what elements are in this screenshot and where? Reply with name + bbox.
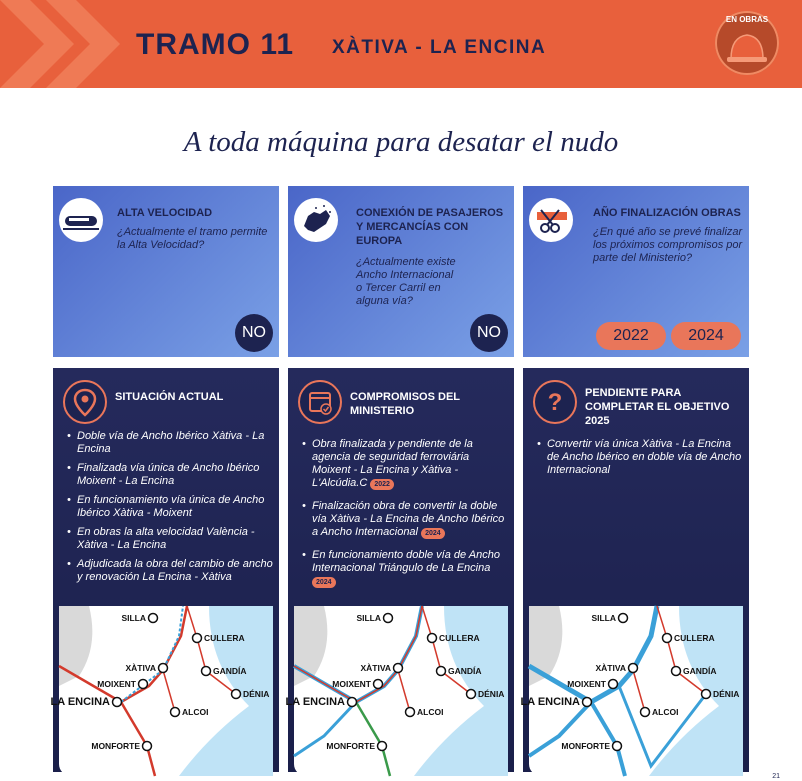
location-pin-icon [63, 380, 107, 424]
station-marker [143, 742, 152, 751]
pending-list [537, 438, 743, 483]
station-label: DÉNIA [713, 689, 740, 699]
station-label: SILLA [591, 613, 616, 623]
station-marker [378, 742, 387, 751]
station-marker [619, 614, 628, 623]
station-marker [437, 667, 446, 676]
page-title: A toda máquina para desatar el nudo [183, 126, 619, 158]
station-label: MOIXENT [97, 679, 136, 689]
year-tag: 2022 [370, 479, 394, 490]
station-marker [193, 634, 202, 643]
station-marker [672, 667, 681, 676]
list-item-text: Finalización obra de convertir la doble vía Xàtiva - La Encina de Ancho Ibérico a Ancho Internacional [312, 500, 505, 538]
station-label: MONFORTE [91, 741, 140, 751]
route-name: XÀTIVA - LA ENCINA [332, 37, 547, 58]
station-marker [702, 690, 711, 699]
station-label: XÀTIVA [125, 663, 156, 673]
station-label: SILLA [356, 613, 381, 623]
card-heading: CONEXIÓN DE PASAJEROS Y MERCANCÍAS CON EUROPA [356, 207, 504, 247]
list-item [302, 549, 508, 588]
calendar-check-icon [298, 380, 342, 424]
station-label: DÉNIA [243, 689, 270, 699]
list-item: • Adjudicada la obra del cambio de ancho y renovación La Encina - Xàtiva [67, 558, 273, 584]
year-badge-2022: 2022 [596, 322, 666, 350]
station-label: MONFORTE [561, 741, 610, 751]
card-question: ¿Actualmente el tramo permite la Alta Velocidad? [117, 226, 268, 251]
station-label: LA ENCINA [520, 696, 580, 708]
list-item: • Finalizada vía única de Ancho Ibérico Moixent - La Encina [67, 462, 273, 488]
status-badge-label: EN OBRAS [725, 15, 769, 24]
station-marker [159, 664, 168, 673]
station-marker [139, 680, 148, 689]
station-marker [663, 634, 672, 643]
year-tag: 2024 [421, 528, 445, 539]
commitments-list [302, 438, 508, 594]
station-label: MOIXENT [332, 679, 371, 689]
list-item [302, 438, 508, 490]
station-label: CULLERA [674, 633, 715, 643]
svg-text:?: ? [547, 389, 563, 416]
station-marker [232, 690, 241, 699]
tramo-number: TRAMO 11 [136, 28, 295, 61]
station-marker [641, 708, 650, 717]
list-item: • Convertir vía única Xàtiva - La Encina de Ancho Ibérico en doble vía de Ancho Internacional [537, 438, 743, 477]
panel-situacion-actual [50, 368, 279, 772]
panel-heading: SITUACIÓN ACTUAL [115, 391, 224, 403]
station-marker [113, 698, 122, 707]
answer-badge: NO [235, 314, 273, 352]
station-marker [394, 664, 403, 673]
card-heading: ALTA VELOCIDAD [117, 207, 213, 219]
station-marker [428, 634, 437, 643]
station-label: GANDÍA [213, 666, 247, 676]
year-badge-2024: 2024 [671, 322, 741, 350]
list-item-text: En funcionamiento doble vía de Ancho Internacional Triángulo de La Encina [312, 549, 500, 574]
card-question: ¿En qué año se prevé finalizar los próximos compromisos por parte del Ministerio? [593, 226, 743, 264]
station-label: CULLERA [439, 633, 480, 643]
station-label: CULLERA [204, 633, 245, 643]
status-list [67, 430, 273, 590]
card-question: ¿Actualmente existe Ancho Internacional o Tercer Carril en alguna vía? [356, 256, 456, 307]
rail-map-current [50, 606, 273, 776]
page-number: 21 [772, 773, 780, 780]
station-label: ALCOI [652, 707, 679, 717]
station-label: XÀTIVA [595, 663, 626, 673]
question-mark-icon [533, 380, 577, 424]
list-item [302, 500, 508, 539]
ribbon-scissors-icon [529, 198, 573, 242]
station-label: LA ENCINA [50, 696, 110, 708]
station-label: GANDÍA [448, 666, 482, 676]
list-item: • En obras la alta velocidad València - Xàtiva - La Encina [67, 526, 273, 552]
station-label: GANDÍA [683, 666, 717, 676]
card-conexion-europa [288, 186, 514, 357]
station-label: MONFORTE [326, 741, 375, 751]
station-label: ALCOI [417, 707, 444, 717]
station-marker [613, 742, 622, 751]
list-item: • Doble vía de Ancho Ibérico Xàtiva - La Encina [67, 430, 273, 456]
panel-heading: PENDIENTE PARA COMPLETAR EL OBJETIVO 2025 [585, 387, 730, 427]
list-item: • En funcionamiento vía única de Ancho Ibérico Xàtiva - Moixent [67, 494, 273, 520]
year-tag: 2024 [312, 577, 336, 588]
station-label: DÉNIA [478, 689, 505, 699]
station-marker [348, 698, 357, 707]
station-label: SILLA [121, 613, 146, 623]
europe-map-icon [294, 198, 338, 242]
list-item-text: Obra finalizada y pendiente de la agencia de seguridad ferroviária Moixent - La Encina y Xàtiva - L'Alcúdia.C [312, 438, 473, 489]
station-label: LA ENCINA [285, 696, 345, 708]
station-marker [467, 690, 476, 699]
station-marker [374, 680, 383, 689]
rail-map-pending [520, 606, 743, 776]
station-marker [406, 708, 415, 717]
train-icon [59, 198, 103, 242]
header-bar [0, 0, 802, 88]
panel-pendiente-objetivo [520, 368, 749, 772]
status-badge [715, 11, 779, 75]
station-label: MOIXENT [567, 679, 606, 689]
station-marker [202, 667, 211, 676]
card-heading: AÑO FINALIZACIÓN OBRAS [593, 207, 741, 219]
answer-badge: NO [470, 314, 508, 352]
station-marker [149, 614, 158, 623]
station-marker [629, 664, 638, 673]
station-marker [171, 708, 180, 717]
card-finalizacion-obras [523, 186, 749, 357]
station-marker [583, 698, 592, 707]
station-label: XÀTIVA [360, 663, 391, 673]
chevron-decoration [0, 0, 130, 88]
panel-heading: COMPROMISOS DEL MINISTERIO [350, 391, 460, 417]
station-label: ALCOI [182, 707, 209, 717]
hard-hat-icon [727, 29, 767, 65]
station-marker [609, 680, 618, 689]
station-marker [384, 614, 393, 623]
rail-map-commitments [285, 606, 508, 776]
card-alta-velocidad [53, 186, 279, 357]
panel-compromisos-ministerio [285, 368, 514, 772]
